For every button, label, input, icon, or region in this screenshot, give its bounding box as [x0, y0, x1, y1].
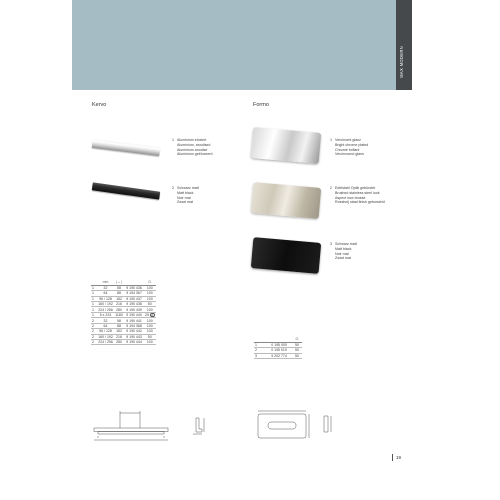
formo-spec-table [254, 337, 302, 359]
table-row: 2 224 / 256 280 9 190 444 100 [91, 340, 156, 345]
table-header-row: mm |↔| ⊡ [91, 280, 156, 285]
formo-black-image [251, 237, 321, 274]
header-band [72, 0, 412, 90]
page-number: 19 [396, 455, 402, 460]
table-row: 1 0 195 000 50 [254, 342, 302, 347]
table-row: 2 96 / 128 152 9 190 442 100 [91, 329, 156, 334]
table-row: 3 9 202 774 50 [254, 353, 302, 358]
kervo-variant-2: 2 Schwarz matt Matt black Noir mat Zwart mat [172, 186, 199, 205]
formo-steel-image [251, 182, 321, 219]
kervo-spec-table [91, 280, 156, 345]
formo-side-drawing [320, 414, 338, 436]
table-header-row: ⊡ [254, 337, 302, 342]
table-row: 2 160 / 192 216 9 190 443 50 [91, 334, 156, 339]
formo-variant-3: 3 Schwarz matt Matt black Noir mat Zwart mat [330, 242, 357, 261]
kervo-front-drawing [90, 408, 185, 448]
table-row: 1 32 58 9 190 436 100 [91, 285, 156, 290]
table-row: 1 64 88 9 194 367 100 [91, 291, 156, 296]
table-row: 1 5 x 224 1180 9 190 440 25 A [91, 312, 156, 318]
kervo-variant-1: 1 Aluminium eloxiert Aluminium, anodised Aluminium anodisé Aluminium geëloxeerd [172, 138, 213, 157]
product-title-kervo: Kervo [92, 102, 107, 108]
kervo-aluminium-image [92, 139, 161, 156]
table-row: 1 96 / 128 152 9 190 437 100 [91, 296, 156, 301]
formo-variant-1: 1 Verchromt glanz Bright chrome plated Chromé brillant Verchroomd glans [330, 138, 369, 157]
product-title-formo: Formo [253, 102, 269, 108]
table-row: 2 0 195 019 50 [254, 348, 302, 353]
table-row: 1 160 / 192 216 9 190 438 50 [91, 302, 156, 307]
kervo-black-image [92, 182, 160, 199]
kervo-side-drawing [190, 412, 212, 438]
formo-front-drawing [254, 408, 319, 446]
info-badge: A [151, 313, 154, 317]
table-row: 2 64 88 9 194 368 100 [91, 323, 156, 328]
formo-chrome-image [251, 127, 321, 164]
table-row: 2 32 58 9 190 441 100 [91, 318, 156, 323]
section-tab-label: MAX MODERN [399, 46, 404, 78]
section-tab [396, 0, 412, 90]
table-row: 1 224 / 256 280 9 190 439 100 [91, 307, 156, 312]
formo-variant-2: 2 Edelstahl Optik gebürstet Brushed stainless steel look Aspect inox brossé Roestvrij staal finish geborsteld [330, 186, 385, 205]
